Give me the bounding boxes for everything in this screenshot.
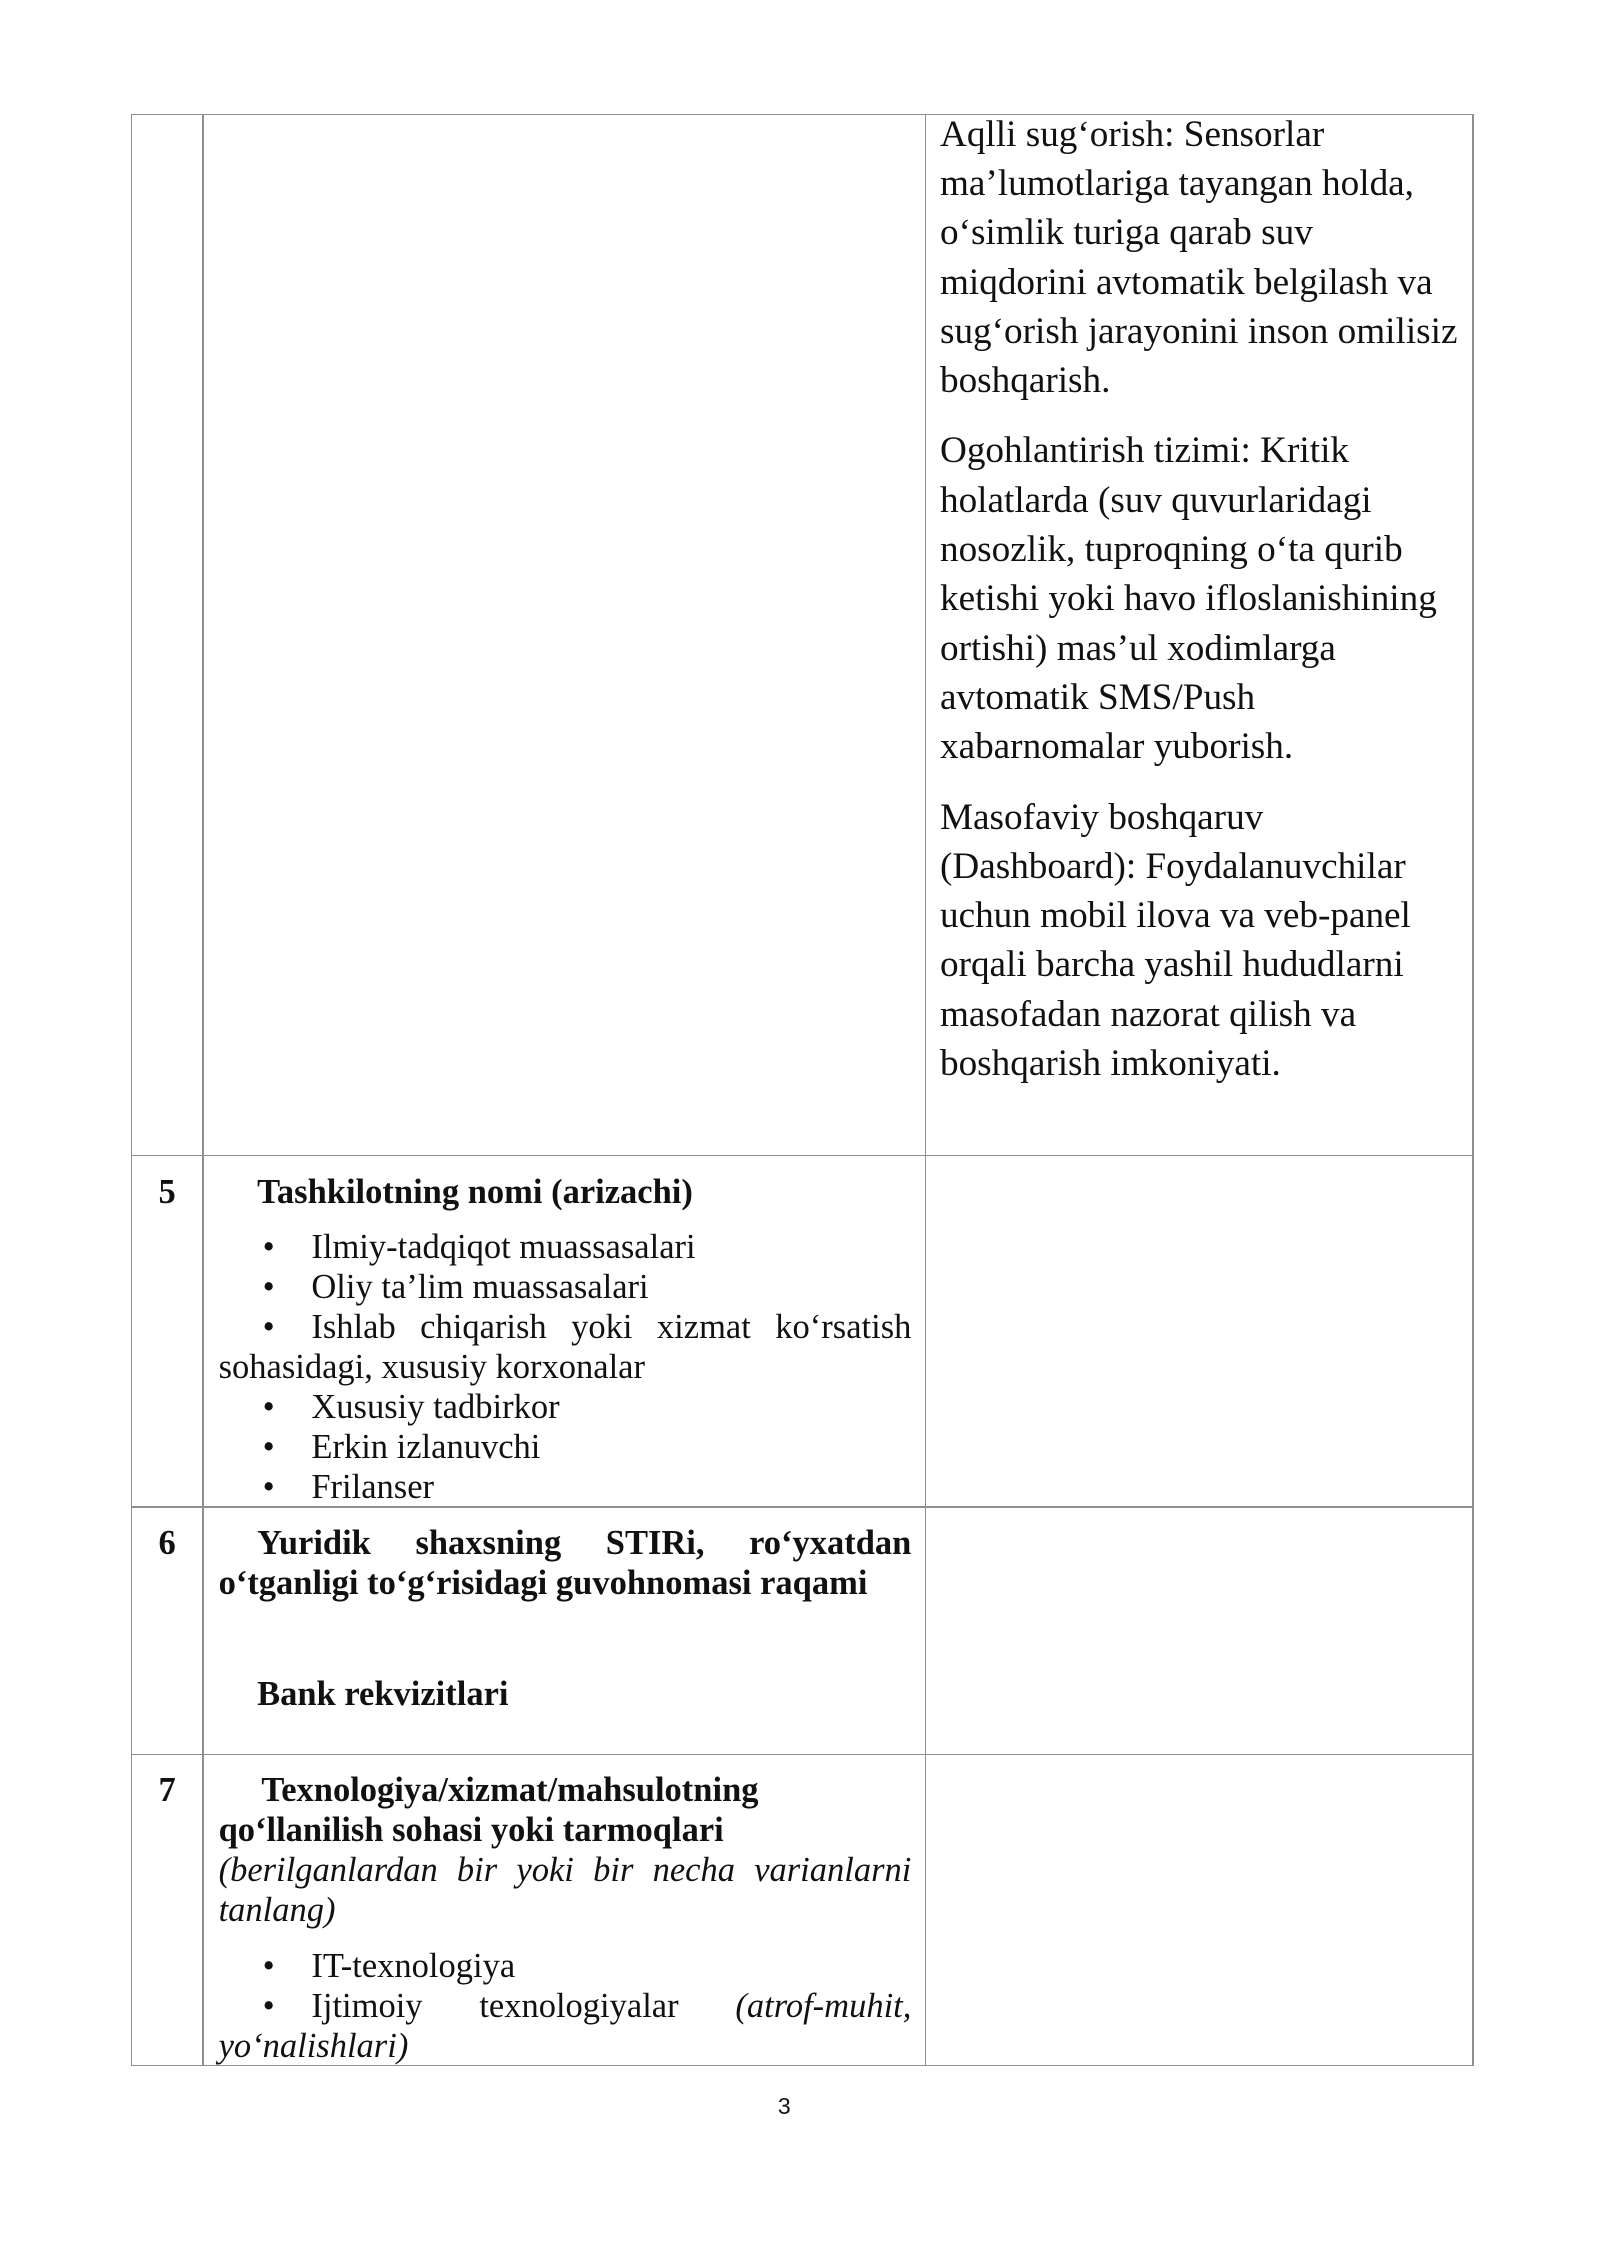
value-paragraph: Masofaviy boshqaruv (Dashboard): Foydalanuvchilar uchun mobil ilova va veb-panel orqali barcha yashil hududlarni masofadan nazorat qilish va boshqarish imkoniyati. (939, 796, 1411, 1084)
field-value-cell (926, 1754, 1473, 2065)
row-number-cell (131, 1754, 203, 2065)
field-label-cell (203, 1754, 926, 2065)
bullet-icon: • (262, 1268, 275, 1307)
bullet-icon: • (262, 1946, 275, 1985)
bullet-icon: • (262, 1228, 275, 1267)
field-label-cell (203, 114, 926, 1155)
page-number: 3 (777, 2092, 791, 2119)
table-row-6 (131, 1507, 1473, 1754)
field-value-cell (926, 1507, 1473, 1754)
field-label-text (219, 1172, 912, 1508)
value-paragraph: Aqlli sug‘orish: Sensorlar ma’lumotlariga tayangan holda, o‘simlik turiga qarab suv miqdorini avtomatik belgilash va sug‘orish jarayonini inson omilisiz boshqarish. (939, 113, 1458, 402)
option-item (219, 1986, 912, 2066)
option-item (219, 1387, 912, 1427)
bullet-icon: • (262, 1428, 275, 1467)
field-value-text (940, 110, 1469, 1110)
table-row-5 (131, 1156, 1473, 1507)
option-text: Erkin izlanuvchi (311, 1428, 541, 1467)
option-note: (atrof-muhit, yo‘nalishlari) (218, 1986, 912, 2065)
option-text: Ijtimoiy texnologiyalar (311, 1986, 679, 2025)
bullet-icon: • (262, 1986, 275, 2025)
row-number-cell (131, 114, 203, 1155)
table-row-7 (131, 1754, 1473, 2065)
option-text: Frilanser (311, 1468, 435, 1507)
field-label-cell (203, 1156, 926, 1507)
field-label-cell (203, 1507, 926, 1754)
field-value-cell (926, 114, 1473, 1155)
option-item (219, 1307, 912, 1387)
option-item (219, 1946, 912, 1986)
field-heading: Yuridik shaxsning STIRi, ro‘yxatdan o‘tganligi to‘g‘risidagi guvohnomasi raqami (218, 1523, 912, 1602)
field-subheading: Bank rekvizitlari (257, 1675, 509, 1714)
option-list (219, 1227, 912, 1507)
row-number: 7 (158, 1771, 176, 1810)
option-item (219, 1427, 912, 1467)
value-paragraph: Ogohlantirish tizimi: Kritik holatlarda (suv quvurlaridagi nosozlik, tuproqning o‘ta qurib ketishi yoki havo ifloslanishining ortishi) mas’ul xodimlarga avtomatik SMS/Push xabarnomalar yuborish. (939, 430, 1437, 768)
table-row-continued (131, 114, 1473, 1155)
option-text: Ilmiy-tadqiqot muassasalari (311, 1228, 696, 1267)
row-number-cell (131, 1507, 203, 1754)
row-number: 6 (158, 1523, 176, 1562)
option-text: Oliy ta’lim muassasalari (311, 1268, 649, 1307)
row-number-cell (131, 1156, 203, 1507)
option-text: Xususiy tadbirkor (311, 1388, 560, 1427)
field-heading: Tashkilotning nomi (arizachi) (257, 1172, 693, 1211)
option-text: Ishlab chiqarish yoki xizmat ko‘rsatish sohasidagi, xususiy korxonalar (218, 1308, 912, 1387)
bullet-icon: • (262, 1468, 275, 1507)
row-number: 5 (158, 1172, 176, 1211)
option-list (219, 1946, 912, 2066)
bullet-icon: • (262, 1388, 275, 1427)
field-value-cell (926, 1156, 1473, 1507)
field-label-text (219, 1770, 912, 2066)
option-item (219, 1467, 912, 1507)
option-item (219, 1267, 912, 1307)
field-heading: Texnologiya/xizmat/mahsulotning qo‘llanilish sohasi yoki tarmoqlari (218, 1771, 759, 1850)
bullet-icon: • (262, 1308, 275, 1347)
field-label-text (219, 1523, 912, 1714)
option-text: IT-texnologiya (311, 1946, 516, 1985)
field-instruction: (berilganlardan bir yoki bir necha varianlarni tanlang) (218, 1851, 912, 1930)
option-item (219, 1227, 912, 1267)
